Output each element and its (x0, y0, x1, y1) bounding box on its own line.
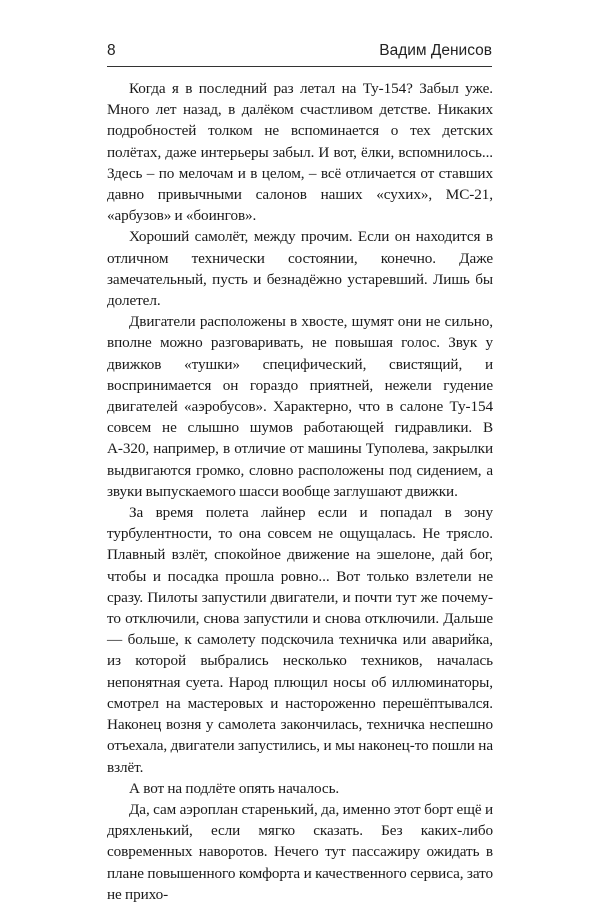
page-number: 8 (107, 42, 116, 59)
paragraph: Двигатели расположены в хвосте, шумят они не сильно, вполне можно разговаривать, не повышая голос. Звук у движков «тушки» специфический, свистящий, и воспринимается он гораздо приятней, нежели гудение двигателей «аэробусов». Характерно, что в салоне Ту-154 совсем не слышно шумов работающей гидравлики. В А-320, например, в отличие от машины Туполева, закрылки выдвигаются громко, словно расположены под сидением, а звуки выпускаемого шасси вообще заглушают движки. (107, 313, 493, 500)
header-rule (107, 66, 492, 67)
page-header (107, 42, 492, 66)
paragraph: А вот на подлёте опять началось. (129, 779, 340, 797)
running-head-author: Вадим Денисов (379, 42, 492, 59)
paragraph: Да, сам аэроплан старенький, да, именно этот борт ещё и дряхленький, если мягко сказать. Без каких-либо современных наворотов. Нечего тут пассажиру ожидать в плане повышенного комфорта и качественного сервиса, зато не прихо- (107, 800, 493, 903)
paragraph: Хороший самолёт, между прочим. Если он находится в отличном технически состоянии, конечно. Даже замечательный, пусть и безнадёжно устаревший. Лишь бы долетел. (107, 228, 493, 310)
paragraph: Когда я в последний раз летал на Ту-154? Забыл уже. Много лет назад, в далёком счастливом детстве. Никаких подробностей толком не вспоминается о тех детских полётах, даже интерьеры забыл. И вот, ёлки, вспомнилось... Здесь – по мелочам и в целом, – всё отличается от ставших давно привычными салонов наших «сухих», МС-21, «арбузов» и «боингов». (107, 80, 493, 225)
paragraph: За время полета лайнер если и попадал в зону турбулентности, то она совсем не ощущалась. Не трясло. Плавный взлёт, спокойное движение на эшелоне, дай бог, чтобы и посадка прошла ровно... Вот только взлетели не сразу. Пилоты запустили двигатели, и почти тут же почему-то отключили, снова запустили и снова отключили. Дальше — больше, к самолету подскочила техничка или аварийка, из которой выбрались несколько техников, началась непонятная суета. Народ плющил носы об иллюминаторы, смотрел на мастеровых и настороженно перешёптывался. Наконец возня у самолета закончилась, техничка неспешно отъехала, двигатели запустились, и мы наконец-то пошли на взлёт. (107, 504, 493, 776)
body-text (107, 78, 493, 905)
